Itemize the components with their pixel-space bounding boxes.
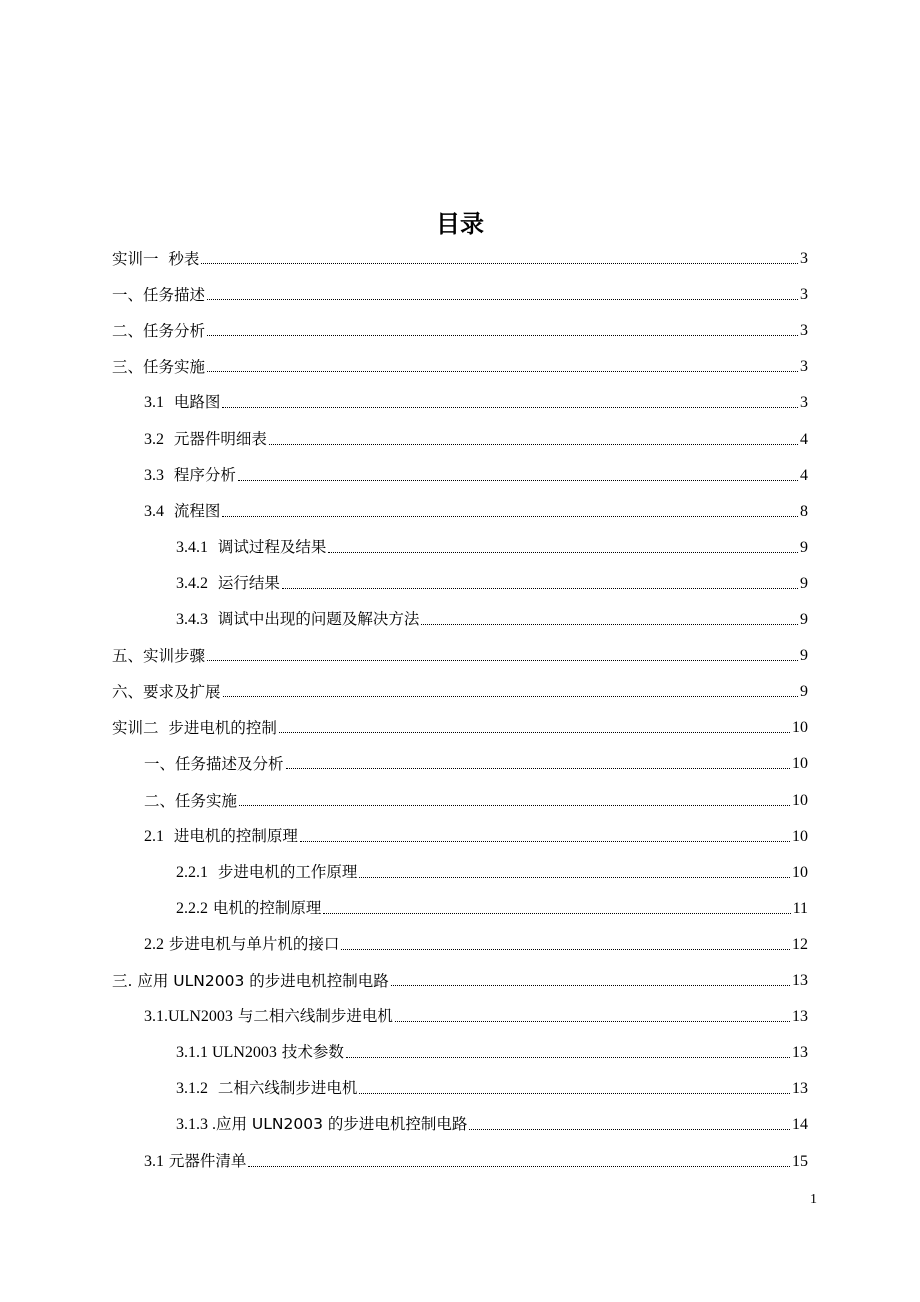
toc-entry-page: 10: [792, 863, 808, 881]
toc-entry-number: 3.1.ULN2003: [144, 1008, 233, 1026]
dot-leader: [269, 444, 798, 445]
toc-entry-text: 二、任务分析: [112, 322, 206, 341]
toc-entry-label: [144, 392, 220, 413]
toc-entry-page: 12: [792, 935, 808, 953]
toc-entry[interactable]: [112, 630, 808, 666]
dot-leader: [395, 1021, 790, 1022]
toc-entry-label: [144, 1006, 393, 1027]
toc-entry[interactable]: [112, 269, 808, 305]
dot-leader: [346, 1057, 790, 1058]
toc-entry-page: 9: [800, 647, 808, 665]
dot-leader: [201, 263, 798, 264]
toc-entry-number: 3.1.2: [176, 1080, 208, 1098]
toc-entry[interactable]: [144, 486, 808, 522]
toc-entry-label: [144, 826, 298, 847]
toc-entry[interactable]: [176, 1099, 808, 1135]
dot-leader: [279, 732, 790, 733]
dot-leader: [207, 299, 798, 300]
toc-entry-page: 3: [800, 286, 808, 304]
toc-entry-text: 电路图: [164, 393, 221, 412]
dot-leader: [359, 1093, 790, 1094]
toc-entry-page: 13: [792, 1044, 808, 1062]
toc-entry-page: 9: [800, 538, 808, 556]
toc-entry-label: [144, 1151, 246, 1172]
toc-entry[interactable]: [112, 233, 808, 269]
toc-entry-text: 电机的控制原理: [208, 898, 322, 917]
toc-entry-label: [112, 718, 277, 738]
toc-entry-text: 五、实训步骤: [112, 647, 206, 666]
toc-entry-label: [112, 971, 389, 991]
toc-entry-page: 3: [800, 394, 808, 412]
toc-entry-page: 9: [800, 683, 808, 701]
toc-entry-number: 3.4.2: [176, 574, 208, 592]
toc-entry[interactable]: [144, 811, 808, 847]
dot-leader: [222, 516, 798, 517]
toc-entry-page: 8: [800, 502, 808, 520]
toc-entry-label: [176, 537, 326, 558]
toc-entry[interactable]: [144, 450, 808, 486]
toc-entry-page: 9: [800, 611, 808, 628]
dot-leader: [286, 768, 790, 769]
toc-entry-label: [144, 429, 267, 450]
toc-entry[interactable]: [144, 775, 808, 811]
toc-entry-number: 2.2.2: [176, 899, 208, 917]
dot-leader: [207, 371, 798, 372]
toc-entry-label: [112, 646, 205, 666]
toc-entry-text: 二、任务实施: [144, 791, 238, 810]
toc-entry[interactable]: [176, 594, 808, 630]
toc-entry[interactable]: [144, 991, 808, 1027]
toc-entry-label: [176, 609, 419, 630]
dot-leader: [238, 480, 798, 481]
dot-leader: [223, 696, 798, 697]
toc-entry-text: 程序分析: [164, 465, 236, 484]
toc-entry-page: 3: [800, 358, 808, 376]
toc-entry[interactable]: [144, 377, 808, 413]
toc-entry-label: [176, 862, 357, 883]
toc-entry-number: 3.3: [144, 466, 164, 484]
toc-entry-label: [112, 682, 221, 702]
toc-entry-page: 3: [800, 250, 808, 267]
dot-leader: [207, 335, 798, 336]
dot-leader: [207, 660, 798, 661]
toc-entry-page: 13: [792, 972, 808, 989]
toc-entry-text: 运行结果: [208, 573, 280, 592]
dot-leader: [469, 1129, 790, 1130]
toc-entry-label: [176, 573, 280, 594]
toc-entry[interactable]: [112, 341, 808, 377]
toc-entry-text: 流程图: [164, 501, 221, 520]
toc-entry[interactable]: [112, 702, 808, 738]
dot-leader: [323, 913, 790, 914]
toc-entry[interactable]: [176, 847, 808, 883]
toc-entry-text: 实训一 秒表: [112, 250, 200, 268]
dot-leader: [328, 552, 798, 553]
toc-entry-text: 技术参数: [276, 1043, 344, 1062]
toc-entry-page: 9: [800, 574, 808, 592]
toc-entry-label: [112, 249, 199, 269]
toc-entry-text: 调试中出现的问题及解决方法: [208, 610, 420, 628]
dot-leader: [391, 985, 790, 986]
toc-entry-page: 10: [792, 755, 808, 773]
toc-entry-text: 六、要求及扩展: [112, 683, 221, 702]
toc-entry-number: 3.2: [144, 430, 164, 448]
toc-entry-number: 3.1: [144, 1152, 164, 1170]
toc-entry-label: [112, 357, 205, 377]
toc-entry[interactable]: [176, 883, 808, 919]
dot-leader: [248, 1166, 790, 1167]
toc-entry-text: 三. 应用 ULN2003 的步进电机控制电路: [112, 972, 389, 990]
toc-entry-text: 一、任务描述及分析: [144, 755, 284, 774]
toc-entry-label: [176, 1042, 344, 1063]
toc-entry-text: 进电机的控制原理: [164, 826, 298, 845]
toc-entry-label: [176, 898, 321, 919]
toc-entry-label: [176, 1078, 357, 1099]
toc-entry-label: [144, 791, 237, 811]
toc-entry-label: [144, 501, 220, 522]
toc-entry[interactable]: [144, 1136, 808, 1172]
toc-entry-label: [112, 285, 205, 305]
toc-entry-text: 步进电机的工作原理: [208, 862, 358, 881]
toc-entry-number: 3.1.3 .: [176, 1116, 216, 1134]
toc-entry-page: 13: [792, 1008, 808, 1026]
toc-entry-number: 3.4.3: [176, 611, 208, 628]
toc-entry-page: 13: [792, 1080, 808, 1098]
page-number: 1: [810, 1192, 817, 1207]
toc-entry[interactable]: [176, 1027, 808, 1063]
toc-entry-text: 与二相六线制步进电机: [232, 1007, 393, 1026]
toc-entry-text: 步进电机与单片机的接口: [164, 934, 340, 953]
toc-entry[interactable]: [176, 558, 808, 594]
toc-entry-label: [176, 1114, 467, 1135]
toc-entry-text: 应用 ULN2003 的步进电机控制电路: [216, 1115, 468, 1134]
toc-entry-number: 3.4.1: [176, 538, 208, 556]
toc-entry[interactable]: [176, 522, 808, 558]
dot-leader: [341, 949, 790, 950]
toc-entry-number: 3.1.1 ULN2003: [176, 1044, 277, 1062]
toc-entry-number: 2.1: [144, 827, 164, 845]
toc-entry-number: 3.1: [144, 394, 164, 412]
page-title: 目录: [436, 209, 484, 239]
toc-entry-page: 15: [792, 1152, 808, 1170]
toc-entry[interactable]: [176, 1063, 808, 1099]
toc-entry-text: 元器件明细表: [164, 429, 267, 448]
toc-entry-number: 2.2: [144, 935, 164, 953]
toc-entry[interactable]: [144, 919, 808, 955]
toc-entry-text: 调试过程及结果: [208, 537, 327, 556]
toc-entry-page: 10: [792, 719, 808, 737]
toc-entry-page: 4: [800, 466, 808, 484]
toc-entry-text: 元器件清单: [164, 1151, 247, 1170]
dot-leader: [282, 588, 798, 589]
toc-entry[interactable]: [144, 738, 808, 774]
dot-leader: [222, 407, 798, 408]
toc-entry-page: 14: [792, 1116, 808, 1134]
toc-entry-label: [144, 465, 236, 486]
toc-entry[interactable]: [112, 305, 808, 341]
toc-entry-number: 2.2.1: [176, 863, 208, 881]
toc-entry[interactable]: [112, 666, 808, 702]
dot-leader: [300, 841, 790, 842]
toc-entry[interactable]: [112, 955, 808, 991]
toc-entry-page: 3: [800, 322, 808, 340]
toc-entry-text: 实训二 步进电机的控制: [112, 719, 277, 738]
toc-entry-text: 一、任务描述: [112, 286, 206, 305]
toc-entry-text: 三、任务实施: [112, 358, 206, 377]
toc-entry-page: 4: [800, 430, 808, 448]
toc-entry-label: [112, 321, 205, 341]
dot-leader: [239, 805, 790, 806]
toc-entry-page: 11: [792, 899, 808, 917]
toc-entry[interactable]: [144, 414, 808, 450]
dot-leader: [421, 624, 798, 625]
toc-entry-page: 10: [792, 827, 808, 845]
toc-entry-page: 10: [792, 791, 808, 809]
toc-entry-label: [144, 754, 284, 774]
toc-entry-number: 3.4: [144, 502, 164, 520]
toc-entry-text: 二相六线制步进电机: [208, 1079, 358, 1098]
toc-entry-label: [144, 934, 339, 955]
dot-leader: [359, 877, 790, 878]
